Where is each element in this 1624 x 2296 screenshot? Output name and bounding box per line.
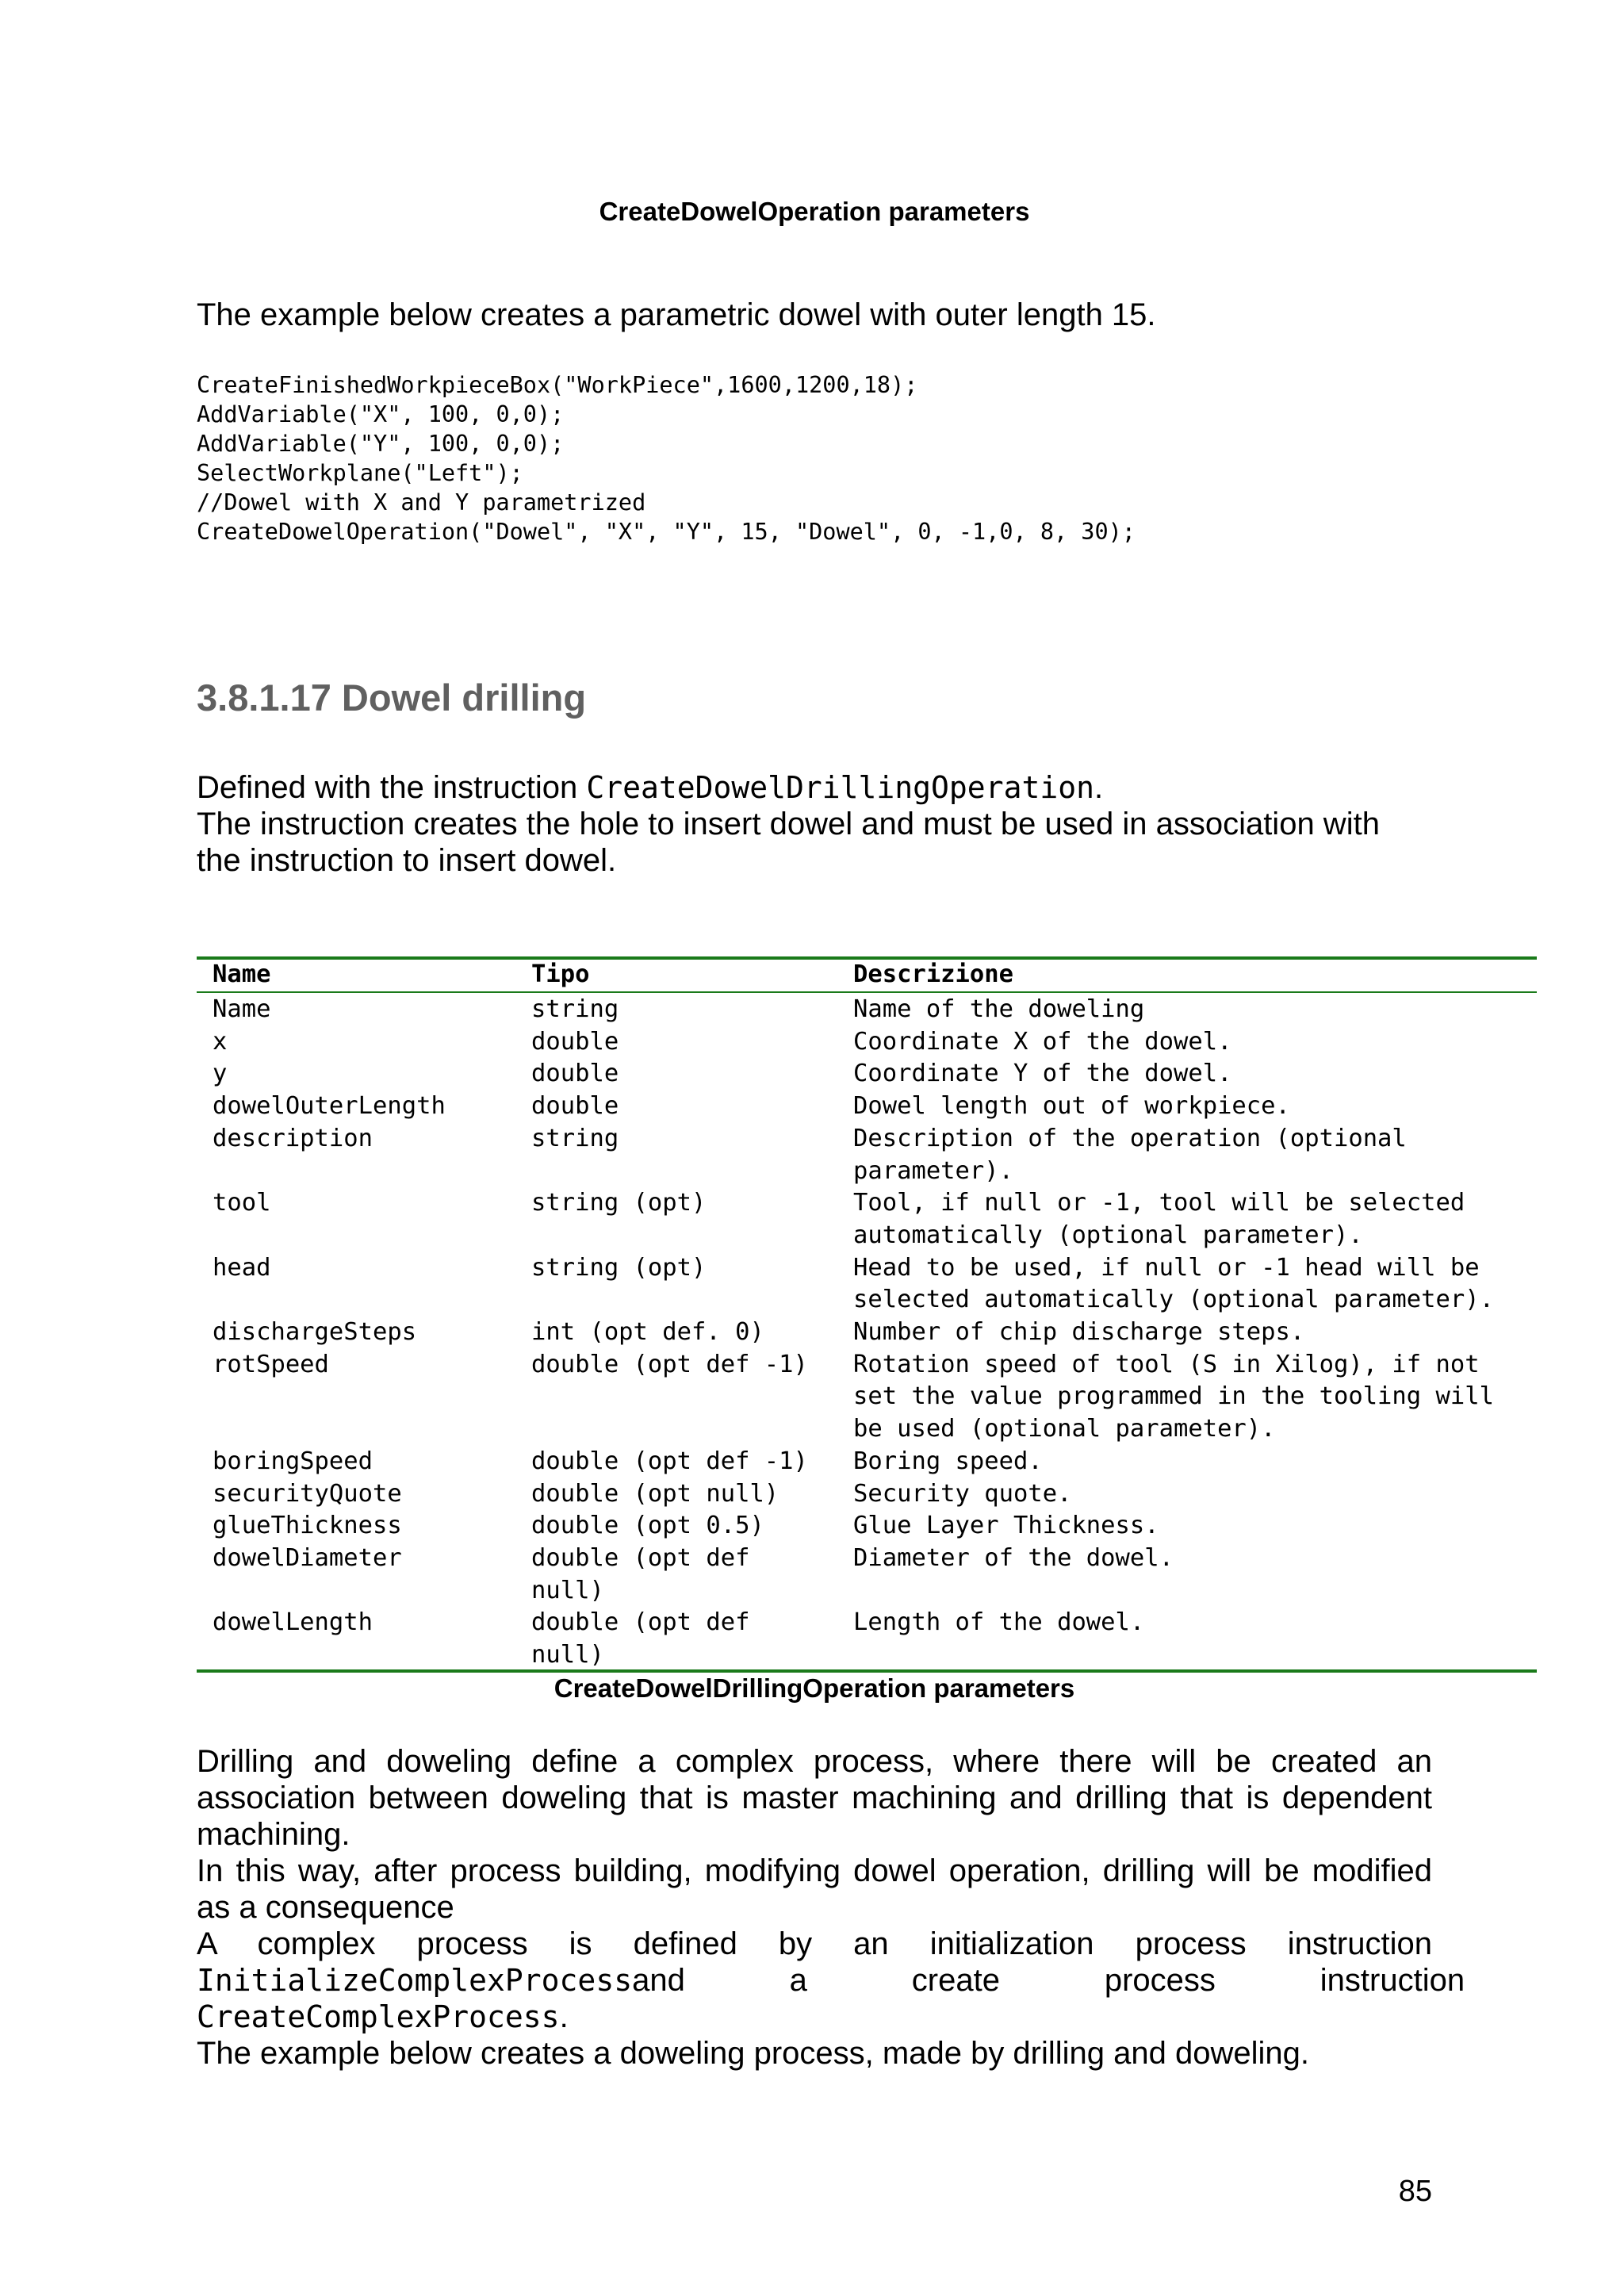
table-cell-description: automatically (optional parameter). [853,1221,1363,1249]
complex-line-4: In this way, after process building, modifying dowel operation, drilling will be modified [197,1853,1432,1888]
table-cell-description: Description of the operation (optional [853,1124,1407,1152]
table-header-name: Name [213,960,271,988]
table-cell-type: double (opt def [531,1608,750,1637]
table-cell-type: double [531,1060,619,1088]
table-cell-description: Coordinate Y of the dowel. [853,1060,1232,1088]
usage-line-1: The instruction creates the hole to insert dowel and must be used in association with [197,807,1380,841]
complex-line-7 [197,1962,1465,1999]
table-cell-name: dowelLength [213,1608,373,1637]
code-line: CreateFinishedWorkpieceBox("WorkPiece",1600,1200,18); [197,372,918,398]
create-complex-code: CreateComplexProcess [197,1999,560,2034]
usage-line-2: the instruction to insert dowel. [197,843,617,878]
table-cell-description: Rotation speed of tool (S in Xilog), if not [853,1350,1480,1378]
definition-paragraph [197,769,1103,806]
complex-line-1: Drilling and doweling define a complex process, where there will be created an [197,1744,1432,1779]
initialize-code: InitializeComplexProcess [197,1963,633,1998]
definition-suffix: . [1094,770,1104,805]
complex-line-5: as a consequence [197,1890,454,1925]
table-cell-name: x [213,1027,228,1056]
complex-line-8 [197,1999,569,2035]
table-cell-type: double (opt null) [531,1479,779,1508]
table-cell-description: Glue Layer Thickness. [853,1512,1159,1540]
table-cell-type: string (opt) [531,1253,707,1282]
page-number: 85 [1398,2175,1432,2208]
table-cell-type: null) [531,1641,604,1669]
table-caption: CreateDowelDrillingOperation parameters [553,1673,1075,1703]
table-cell-type: string [531,1124,619,1152]
section-heading: 3.8.1.17 Dowel drilling [197,677,587,719]
table-cell-name: tool [213,1189,271,1217]
table-cell-description: Name of the doweling [853,995,1145,1023]
table-cell-type: int (opt def. 0) [531,1318,764,1346]
table-cell-description: be used (optional parameter). [853,1415,1276,1443]
table-cell-type: double [531,1027,619,1056]
table-cell-description: Security quote. [853,1479,1072,1508]
table-cell-type: null) [531,1576,604,1604]
table-cell-name: description [213,1124,373,1152]
complex-line-7-text: and a create process instruction [632,1963,1465,1998]
table-cell-description: selected automatically (optional parameter). [853,1286,1494,1314]
table-cell-type: double (opt def [531,1543,750,1572]
table-bottom-rule [197,1669,1537,1673]
table-cell-name: dowelOuterLength [213,1092,446,1121]
complex-line-2: association between doweling that is master machining and drilling that is dependent [197,1780,1432,1815]
table-cell-description: Head to be used, if null or -1 head will be [853,1253,1480,1282]
table-cell-type: string [531,995,619,1023]
table-cell-description: parameter). [853,1156,1013,1185]
complex-line-8-suffix: . [559,1999,569,2034]
table-cell-type: double (opt def -1) [531,1350,808,1378]
table-cell-name: dowelDiameter [213,1543,402,1572]
table-cell-description: Coordinate X of the dowel. [853,1027,1232,1056]
complex-line-6: A complex process is defined by an initialization process instruction [197,1926,1432,1961]
table-header-type: Tipo [531,960,590,988]
code-block [197,370,1136,546]
definition-prefix: Defined with the instruction [197,770,587,805]
code-line: SelectWorkplane("Left"); [197,460,523,486]
table-cell-description: Boring speed. [853,1447,1043,1475]
table-cell-type: double [531,1092,619,1121]
table-cell-name: glueThickness [213,1512,402,1540]
table-cell-name: Name [213,995,271,1023]
code-line: AddVariable("X", 100, 0,0); [197,401,565,427]
table-cell-name: rotSpeed [213,1350,329,1378]
intro-paragraph: The example below creates a parametric dowel with outer length 15. [197,297,1156,332]
complex-line-9: The example below creates a doweling process, made by drilling and doweling. [197,2036,1310,2071]
table-cell-name: boringSpeed [213,1447,373,1475]
complex-line-3: machining. [197,1817,350,1852]
top-caption: CreateDowelOperation parameters [599,197,1030,226]
code-line: AddVariable("Y", 100, 0,0); [197,431,565,457]
table-cell-description: Number of chip discharge steps. [853,1318,1305,1346]
table-cell-name: securityQuote [213,1479,402,1508]
table-cell-type: double (opt def -1) [531,1447,808,1475]
table-cell-name: dischargeSteps [213,1318,417,1346]
table-cell-name: y [213,1060,228,1088]
table-cell-description: Tool, if null or -1, tool will be selected [853,1189,1465,1217]
definition-code: CreateDowelDrillingOperation [586,770,1094,805]
code-line: CreateDowelOperation("Dowel", "X", "Y", 15, "Dowel", 0, -1,0, 8, 30); [197,519,1136,545]
table-cell-name: head [213,1253,271,1282]
table-cell-description: Dowel length out of workpiece. [853,1092,1290,1121]
table-cell-type: string (opt) [531,1189,707,1217]
table-cell-type: double (opt 0.5) [531,1512,764,1540]
table-cell-description: Length of the dowel. [853,1608,1145,1637]
table-cell-description: set the value programmed in the tooling will [853,1382,1494,1411]
code-line: //Dowel with X and Y parametrized [197,489,646,516]
table-cell-description: Diameter of the dowel. [853,1543,1174,1572]
table-header-description: Descrizione [853,960,1013,988]
